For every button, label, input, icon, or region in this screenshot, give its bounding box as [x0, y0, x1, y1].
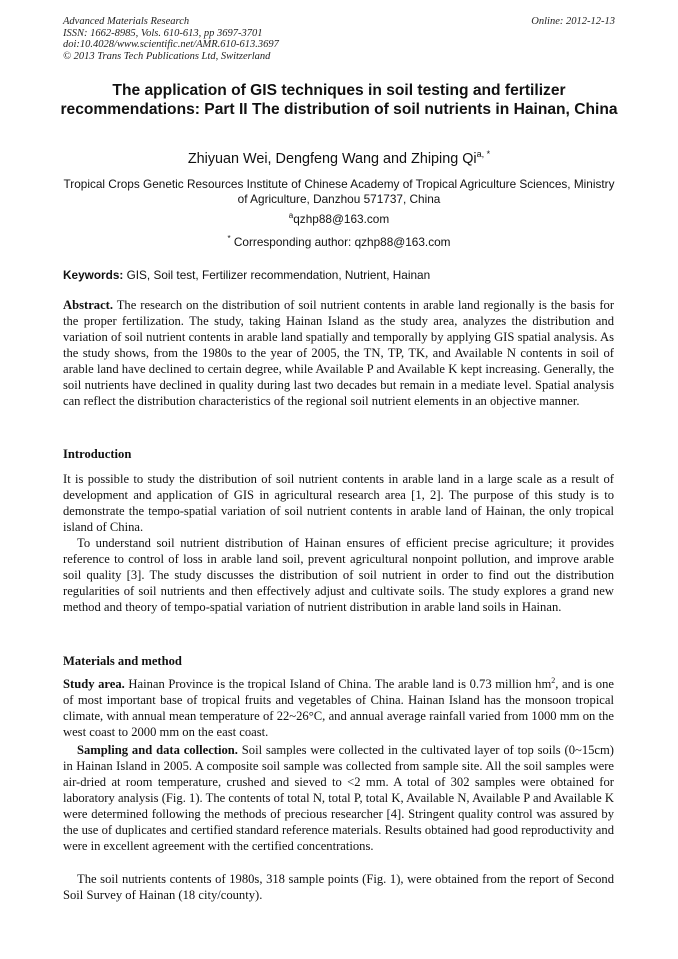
study-area-text-a: Hainan Province is the tropical Island of China. The arable land is 0.73 million hm [128, 677, 552, 691]
introduction-heading: Introduction [63, 447, 132, 461]
paper-title: The application of GIS techniques in soil testing and fertilizer recommendations: Part II The distribution of soil nutrients in Hainan, China [60, 82, 618, 118]
issn-line: ISSN: 1662-8985, Vols. 610-613, pp 3697-3701 [63, 27, 263, 39]
abstract-text: The research on the distribution of soil nutrient contents in arable land regionally is the basis for the proper fertilization. The study, taking Hainan Island as the study area, analyzes the distribution and variation of soil nutrient contents in arable land spatially and temporally by applying GIS spatial analysis. As the study shows, from the 1980s to the year of 2005, the TN, TP, TK, and Available N contents in soil of arable land have declined to certain degree, while Available P and Available K kept increasing. Generally, the soil nutrients have declined in quality during last two decades but remain in a mediate level. Spatial analysis can reflect the distribution characteristics of the regional soil nutrient elements in an objective manner. [63, 298, 615, 408]
introduction-paragraph-2: To understand soil nutrient distribution of Hainan ensures of efficient precise agriculture; it provides reference to control of loss in arable land soil, prevent agricultural nonpoint pollution, and improve arable soil quality [3]. The study discusses the distribution of soil nutrient in order to find out the distribution regularities of soil nutrients and then effectively adjust and cultivate soils. The study explores a grand new method and theory of tempo-spatial variation of nutrient distribution in arable land soils in Hainan. [63, 536, 614, 614]
author-list [60, 149, 618, 167]
introduction-paragraph-1: It is possible to study the distribution of soil nutrient contents in arable land in a large scale as a result of development and application of GIS in agricultural research area [1, 2]. The purpose of this study is to demonstrate the tempo-spatial variation of soil nutrient contents in arable land of Hainan, the only tropical island of China. [63, 472, 614, 534]
study-area-text-b: , and is one of most important base of tropical fruits and vegetables of China. Hainan Island has the monsoon tropical climate, with annual mean temperature of 22~26°C, and annual average rainfall varied from 1000 mm on the west coast to 2000 mm on the east coast. [63, 677, 614, 739]
journal-header [63, 16, 279, 62]
corresponding-text: Corresponding author: qzhp88@163.com [233, 235, 451, 249]
email-mark: a [288, 211, 294, 220]
keywords-text: GIS, Soil test, Fertilizer recommendation, Nutrient, Hainan [126, 268, 431, 282]
keywords [63, 268, 618, 282]
abstract [63, 297, 614, 409]
survey-1980s-paragraph: The soil nutrients contents of 1980s, 318 sample points (Fig. 1), were obtained from the report of Second Soil Survey of Hainan (18 city/county). [63, 872, 614, 902]
corresponding-mark: * [227, 234, 231, 243]
sampling-paragraph [63, 742, 614, 854]
sampling-label: Sampling and data collection. [77, 743, 238, 757]
study-area-paragraph [63, 676, 614, 740]
copyright-line: © 2013 Trans Tech Publications Ltd, Switzerland [63, 50, 271, 62]
keywords-label: Keywords: [63, 268, 124, 282]
author-names: Zhiyuan Wei, Dengfeng Wang and Zhiping Qi [187, 151, 477, 167]
study-area-superscript: 2 [551, 676, 556, 685]
author-email [60, 211, 618, 226]
sampling-text: Soil samples were collected in the cultivated layer of top soils (0~15cm) in Hainan Island in 2005. A composite soil sample was collected from sample site. All the soil samples were air-dried at room temperature, crushed and sieved to <2 mm. A total of 302 samples were obtained for laboratory analysis (Fig. 1). The contents of total N, total P, total K, Available N, Available P and Available K were determined following the methods of precious researcher [4]. Stringent quality control was assured by the use of duplicates and certified standard reference materials. Results obtained had good reproductivity and were in excellent agreement with the certified concentrations. [63, 743, 614, 853]
author-marks: a, * [476, 149, 491, 159]
study-area-label: Study area. [63, 677, 125, 691]
methods-heading: Materials and method [63, 654, 182, 668]
online-date: Online: 2012-12-13 [531, 16, 615, 27]
email-address: qzhp88@163.com [293, 212, 390, 226]
journal-name: Advanced Materials Research [63, 16, 190, 27]
doi-line: doi:10.4028/www.scientific.net/AMR.610-613.3697 [63, 39, 279, 50]
corresponding-author [60, 234, 618, 249]
abstract-label: Abstract. [63, 298, 114, 312]
affiliation: Tropical Crops Genetic Resources Institute of Chinese Academy of Tropical Agriculture Sciences, Ministry of Agriculture, Danzhou 571737, China [63, 177, 615, 206]
